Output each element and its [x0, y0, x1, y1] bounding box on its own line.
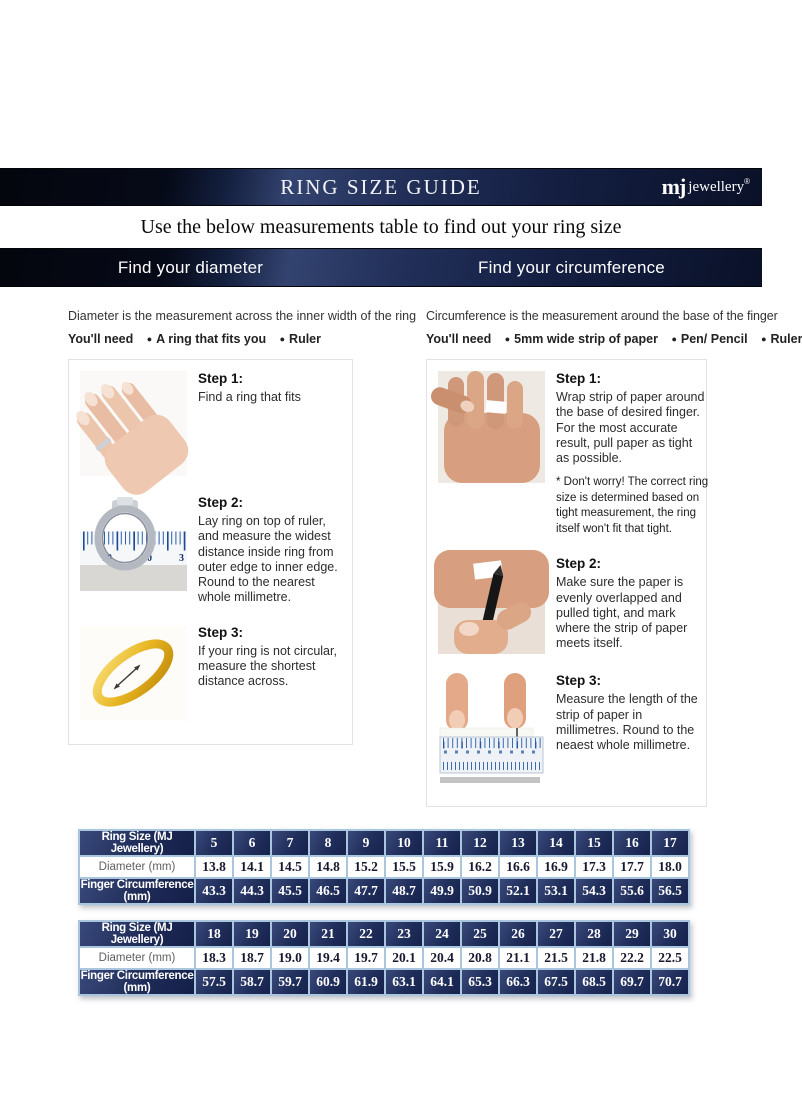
- photo-wrap-paper-around-finger: [438, 371, 545, 537]
- section-title-circumference: Find your circumference: [478, 257, 665, 277]
- ring-size-table-2: [78, 920, 690, 996]
- circumference-cell: 66.3: [499, 969, 537, 995]
- ring-size-cell: 18: [195, 921, 233, 947]
- size-tables: [78, 829, 762, 996]
- section-diameter-header: [0, 249, 381, 286]
- table-row: [79, 921, 689, 947]
- table-row: [79, 830, 689, 856]
- circumference-cell: 55.6: [613, 878, 651, 904]
- brand-name: jewellery: [688, 178, 745, 195]
- need-item: Ruler: [770, 332, 802, 346]
- circumference-cell: 67.5: [537, 969, 575, 995]
- brand-logo: [662, 169, 750, 205]
- circumference-intro: Circumference is the measurement around the base of the finger: [426, 309, 778, 323]
- bullet-icon: ●: [279, 334, 286, 344]
- ring-size-cell: 10: [385, 830, 423, 856]
- ring-size-cell: 16: [613, 830, 651, 856]
- diameter-cell: 18.3: [195, 947, 233, 969]
- circumference-step-2: [438, 556, 695, 654]
- ring-size-cell: 5: [195, 830, 233, 856]
- step-text: Find a ring that fits: [198, 390, 301, 404]
- diameter-intro: Diameter is the measurement across the inner width of the ring: [68, 309, 417, 323]
- diameter-needs: [68, 332, 353, 346]
- youll-need-label: You'll need: [426, 332, 492, 346]
- ring-size-cell: 19: [233, 921, 271, 947]
- page-title: RING SIZE GUIDE: [280, 174, 482, 199]
- photo-measure-strip-on-ruler: [438, 673, 545, 783]
- diameter-cell: 18.0: [651, 856, 689, 878]
- circumference-cell: 65.3: [461, 969, 499, 995]
- step-text-block: [556, 673, 708, 783]
- row-label: Ring Size (MJ Jewellery): [79, 830, 195, 856]
- circumference-cell: 70.7: [651, 969, 689, 995]
- instructions-columns: [0, 287, 802, 807]
- diameter-cell: 13.8: [195, 856, 233, 878]
- circumference-cell: 68.5: [575, 969, 613, 995]
- brand-mark: mj: [661, 174, 686, 199]
- circumference-steps-box: [426, 359, 707, 807]
- circumference-cell: 48.7: [385, 878, 423, 904]
- table-row: [79, 856, 689, 878]
- subtitle: Use the below measurements table to find out your ring size: [140, 215, 622, 238]
- circumference-cell: 53.1: [537, 878, 575, 904]
- diameter-step-2: [80, 495, 341, 606]
- table-row: [79, 969, 689, 995]
- row-label: Diameter (mm): [79, 856, 195, 878]
- ring-size-cell: 13: [499, 830, 537, 856]
- need-item: 5mm wide strip of paper: [514, 332, 658, 346]
- step-text: If your ring is not circular, measure the shortest distance across.: [198, 643, 337, 688]
- diameter-cell: 22.2: [613, 947, 651, 969]
- diameter-cell: 21.5: [537, 947, 575, 969]
- subtitle-band: [0, 206, 762, 248]
- circumference-cell: 63.1: [385, 969, 423, 995]
- ring-size-cell: 28: [575, 921, 613, 947]
- step-text: Lay ring on top of ruler, and measure the widest distance inside ring from outer edge to inner edge. Round to the nearest whole millimetre.: [198, 514, 338, 605]
- ring-size-cell: 21: [309, 921, 347, 947]
- diameter-cell: 14.8: [309, 856, 347, 878]
- step-text-block: [198, 625, 350, 721]
- circumference-cell: 56.5: [651, 878, 689, 904]
- diameter-step-3: [80, 625, 341, 721]
- need-item: Ruler: [289, 332, 321, 346]
- ring-size-cell: 25: [461, 921, 499, 947]
- diameter-cell: 17.7: [613, 856, 651, 878]
- section-title-diameter: Find your diameter: [117, 257, 264, 277]
- ring-size-cell: 17: [651, 830, 689, 856]
- row-label: Diameter (mm): [79, 947, 195, 969]
- step-title: Step 1:: [556, 371, 602, 386]
- diameter-cell: 21.8: [575, 947, 613, 969]
- step-title: Step 2:: [198, 495, 244, 510]
- circumference-cell: 45.5: [271, 878, 309, 904]
- ring-size-cell: 9: [347, 830, 385, 856]
- ring-size-table-1: [78, 829, 690, 905]
- circumference-cell: 49.9: [423, 878, 461, 904]
- ring-size-cell: 24: [423, 921, 461, 947]
- step-title: Step 2:: [556, 556, 602, 572]
- ring-size-cell: 22: [347, 921, 385, 947]
- diameter-cell: 19.7: [347, 947, 385, 969]
- title-bar: [0, 168, 762, 206]
- diameter-cell: 20.4: [423, 947, 461, 969]
- column-circumference: [426, 309, 802, 807]
- ring-size-cell: 12: [461, 830, 499, 856]
- circumference-cell: 58.7: [233, 969, 271, 995]
- ring-size-cell: 23: [385, 921, 423, 947]
- top-whitespace: [0, 0, 762, 168]
- step-text-block: [556, 371, 714, 537]
- svg-text:10: 10: [102, 553, 112, 564]
- table-row: [79, 878, 689, 904]
- row-label: Finger Circumference (mm): [80, 970, 194, 995]
- diameter-cell: 21.1: [499, 947, 537, 969]
- step-title: Step 3:: [556, 673, 602, 689]
- registered-trademark-icon: ®: [744, 176, 750, 186]
- ring-size-cell: 20: [271, 921, 309, 947]
- diameter-cell: 16.9: [537, 856, 575, 878]
- ring-size-cell: 15: [575, 830, 613, 856]
- svg-text:3: 3: [179, 553, 184, 564]
- diameter-cell: 16.2: [461, 856, 499, 878]
- step-text: Measure the length of the strip of paper in millimetres. Round to the neaest whole millimetre.: [556, 692, 698, 753]
- circumference-cell: 57.5: [195, 969, 233, 995]
- ring-size-cell: 14: [537, 830, 575, 856]
- step-text-block: [198, 371, 350, 476]
- step-text-block: [556, 556, 708, 654]
- circumference-step-3: [438, 673, 698, 783]
- ring-size-cell: 30: [651, 921, 689, 947]
- ring-size-cell: 26: [499, 921, 537, 947]
- diameter-cell: 22.5: [651, 947, 689, 969]
- table-row: [79, 947, 689, 969]
- photo-mark-paper-with-pen: [438, 556, 545, 654]
- section-bar: [0, 248, 762, 287]
- circumference-cell: 64.1: [423, 969, 461, 995]
- ring-size-cell: 8: [309, 830, 347, 856]
- diameter-cell: 14.5: [271, 856, 309, 878]
- photo-ring-on-ruler: [80, 495, 187, 606]
- circumference-cell: 44.3: [233, 878, 271, 904]
- diameter-cell: 14.1: [233, 856, 271, 878]
- step-text: Make sure the paper is evenly overlapped and pulled tight, and mark where the strip of paper meets itself.: [556, 575, 688, 651]
- circumference-cell: 59.7: [271, 969, 309, 995]
- photo-gold-ring: [80, 625, 187, 721]
- need-item: A ring that fits you: [156, 332, 267, 346]
- ring-size-cell: 27: [537, 921, 575, 947]
- step-text: Wrap strip of paper around the base of desired finger. For the most accurate result, pull paper as tight as possible.: [556, 390, 705, 465]
- circumference-cell: 61.9: [347, 969, 385, 995]
- step-title: Step 3:: [198, 624, 244, 640]
- column-diameter: [68, 309, 417, 807]
- circumference-cell: 47.7: [347, 878, 385, 904]
- ring-size-cell: 11: [423, 830, 461, 856]
- circumference-cell: 46.5: [309, 878, 347, 904]
- row-label: Finger Circumference (mm): [80, 879, 194, 904]
- step-text-block: [198, 495, 350, 606]
- diameter-step-1: [80, 371, 341, 476]
- ring-size-cell: 29: [613, 921, 651, 947]
- circumference-cell: 60.9: [309, 969, 347, 995]
- row-label: Ring Size (MJ Jewellery): [79, 921, 195, 947]
- diameter-cell: 20.8: [461, 947, 499, 969]
- circumference-cell: 50.9: [461, 878, 499, 904]
- diameter-cell: 20.1: [385, 947, 423, 969]
- circumference-cell: 52.1: [499, 878, 537, 904]
- ring-size-cell: 7: [271, 830, 309, 856]
- circumference-cell: 43.3: [195, 878, 233, 904]
- diameter-cell: 19.4: [309, 947, 347, 969]
- bullet-icon: ●: [761, 334, 767, 344]
- diameter-cell: 15.2: [347, 856, 385, 878]
- ring-size-cell: 6: [233, 830, 271, 856]
- diameter-cell: 16.6: [499, 856, 537, 878]
- diameter-cell: 15.5: [385, 856, 423, 878]
- circumference-cell: 54.3: [575, 878, 613, 904]
- circumference-cell: 69.7: [613, 969, 651, 995]
- circumference-step-1: [438, 371, 709, 537]
- section-circumference-header: [381, 249, 762, 286]
- need-item: Pen/ Pencil: [680, 332, 748, 346]
- bullet-icon: ●: [146, 334, 153, 344]
- diameter-cell: 17.3: [575, 856, 613, 878]
- bullet-icon: ●: [504, 334, 511, 344]
- diameter-cell: 19.0: [271, 947, 309, 969]
- bullet-icon: ●: [671, 334, 677, 344]
- circumference-needs: [426, 332, 802, 346]
- photo-hand-with-ring: [80, 371, 187, 476]
- youll-need-label: You'll need: [68, 332, 134, 346]
- step-note: * Don't worry! The correct ring size is determined based on tight measurement, the ring itself won't fit that tight.: [556, 476, 709, 535]
- svg-text:20: 20: [142, 553, 152, 564]
- step-title: Step 1:: [198, 371, 244, 386]
- diameter-cell: 18.7: [233, 947, 271, 969]
- diameter-cell: 15.9: [423, 856, 461, 878]
- diameter-steps-box: [68, 359, 353, 745]
